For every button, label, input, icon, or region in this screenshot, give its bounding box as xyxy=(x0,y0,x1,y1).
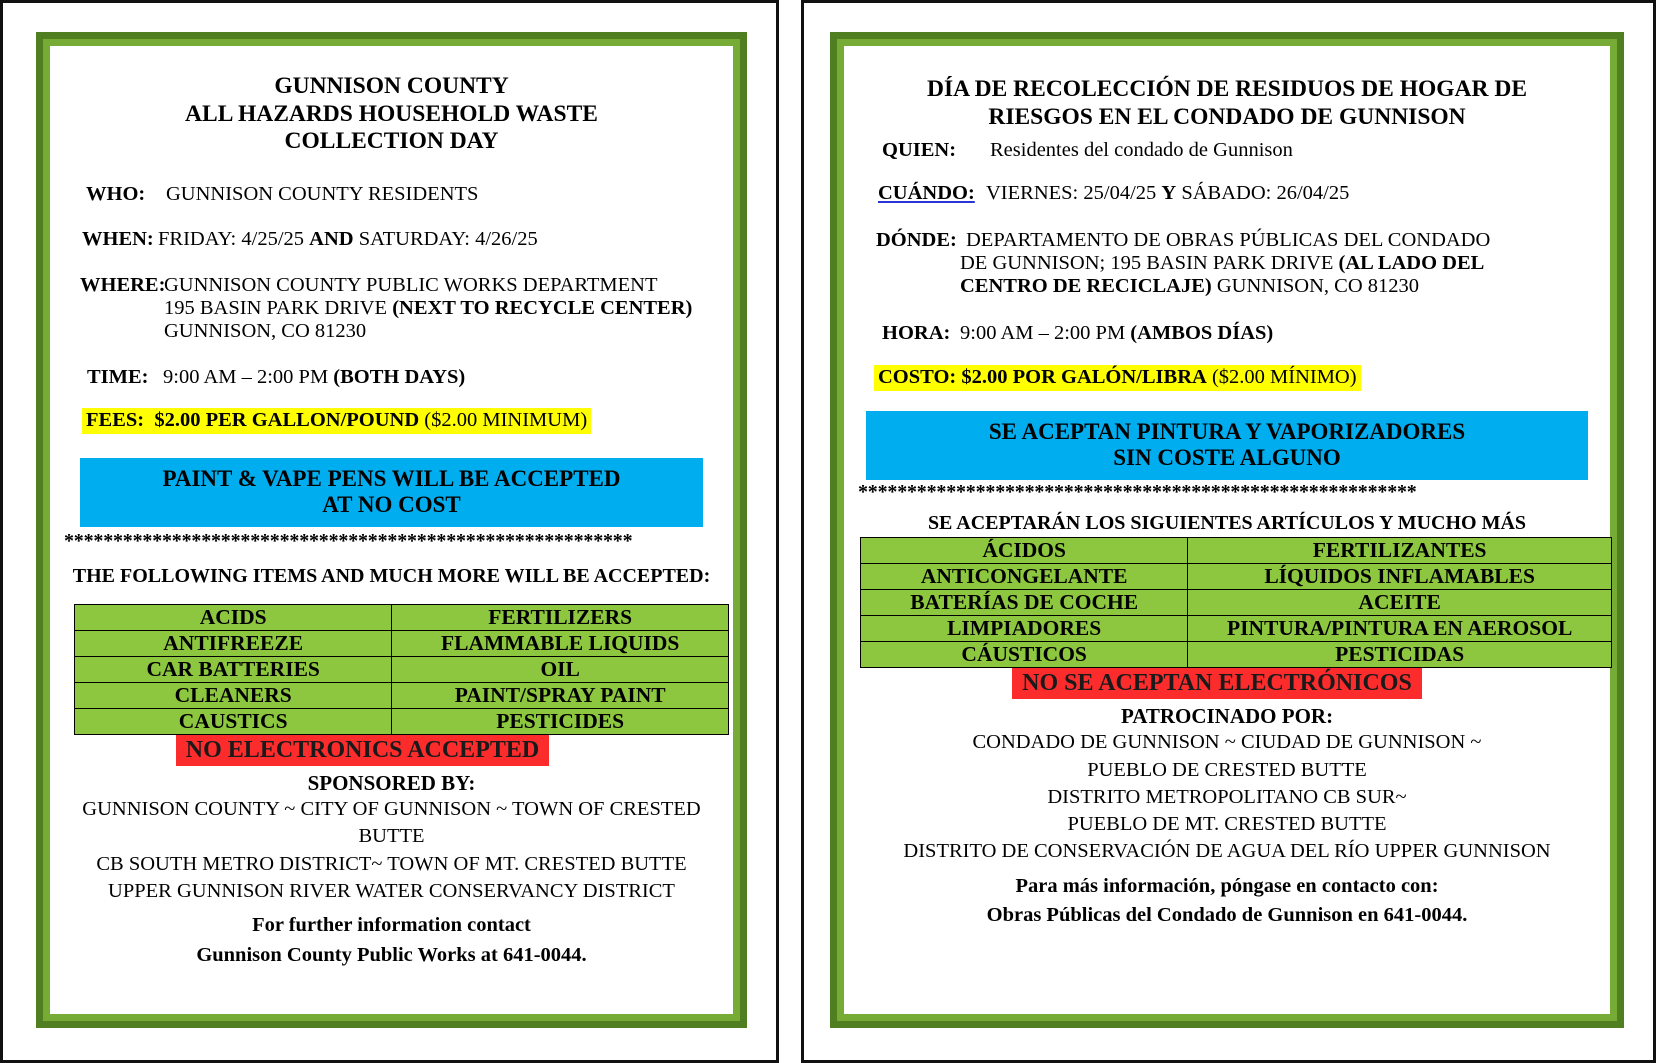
english-green-frame-outer xyxy=(36,32,747,1028)
english-fees-rest: ($2.00 MINIMUM) xyxy=(419,409,588,432)
spanish-banner-wrapper xyxy=(844,411,1610,480)
spanish-contact-line-1: Para más información, póngase en contacto con: xyxy=(1015,874,1439,897)
spanish-cuando-part1: VIERNES: 25/04/25 xyxy=(986,182,1162,205)
english-where-line-1: GUNNISON COUNTY PUBLIC WORKS DEPARTMENT xyxy=(164,274,658,297)
spanish-hora-value-pre: 9:00 AM – 2:00 PM xyxy=(960,322,1131,345)
spanish-sponsor-line: PUEBLO DE MT. CRESTED BUTTE xyxy=(1067,813,1387,836)
items-cell-right: OIL xyxy=(392,656,729,682)
english-where-label: WHERE: xyxy=(80,274,166,297)
english-where-line2-bold: (NEXT TO RECYCLE CENTER) xyxy=(392,297,693,320)
english-time-row xyxy=(87,366,733,389)
spanish-following-items-text: SE ACEPTARÁN LOS SIGUIENTES ARTÍCULOS Y MUCHO MÁS xyxy=(927,511,1527,534)
english-following-items-text: THE FOLLOWING ITEMS AND MUCH MORE WILL BE ACCEPTED: xyxy=(72,564,711,587)
english-sponsored-by-heading: SPONSORED BY: xyxy=(307,771,476,796)
spanish-content xyxy=(844,46,1610,1014)
english-time-value xyxy=(163,366,465,389)
english-when-label: WHEN: xyxy=(82,228,154,251)
spanish-quien-label: QUIEN: xyxy=(882,139,957,162)
spanish-cuando-part2: SÁBADO: 26/04/25 xyxy=(1176,182,1350,205)
english-where-block xyxy=(80,274,733,343)
english-sponsor-line: CB SOUTH METRO DISTRICT~ TOWN OF MT. CRESTED BUTTE xyxy=(96,852,687,875)
spanish-hora-row xyxy=(882,322,1610,345)
spanish-title xyxy=(866,76,1588,131)
spanish-no-electronics-wrapper xyxy=(844,668,1610,699)
items-cell-left: ACIDS xyxy=(75,604,392,630)
english-banner-line-1: PAINT & VAPE PENS WILL BE ACCEPTED xyxy=(162,466,621,492)
english-time-label: TIME: xyxy=(87,366,149,389)
english-star-divider: ********************************************************** xyxy=(64,530,633,551)
english-banner-line-2: AT NO COST xyxy=(322,491,461,517)
english-fees-bold: $2.00 PER GALLON/POUND xyxy=(154,409,420,432)
english-contact-line-1: For further information contact xyxy=(252,914,531,937)
items-cell-right: PINTURA/PINTURA EN AEROSOL xyxy=(1188,615,1612,641)
spanish-contact-block xyxy=(844,872,1610,931)
spanish-hora-label: HORA: xyxy=(882,322,951,345)
spanish-items-table-wrapper xyxy=(844,537,1610,668)
english-sponsors-list xyxy=(50,796,733,905)
english-when-row xyxy=(82,228,733,251)
table-row xyxy=(861,615,1612,641)
spanish-sponsor-line: PUEBLO DE CRESTED BUTTE xyxy=(1087,758,1367,781)
english-when-and: AND xyxy=(309,228,354,251)
english-where-line-2 xyxy=(164,297,733,320)
spanish-sponsor-line: CONDADO DE GUNNISON ~ CIUDAD DE GUNNISON ~ xyxy=(972,731,1482,754)
table-row xyxy=(75,708,729,734)
english-sponsor-line: GUNNISON COUNTY ~ CITY OF GUNNISON ~ TOWN OF CRESTED BUTTE xyxy=(82,798,701,848)
items-cell-left: CLEANERS xyxy=(75,682,392,708)
spanish-donde-line3-rest: GUNNISON, CO 81230 xyxy=(1211,275,1420,298)
english-no-electronics-wrapper xyxy=(50,735,733,766)
spanish-items-tbody xyxy=(861,537,1612,667)
english-who-value: GUNNISON COUNTY RESIDENTS xyxy=(166,183,479,206)
spanish-sponsors-list xyxy=(844,729,1610,865)
spanish-quien-value: Residentes del condado de Gunnison xyxy=(990,139,1293,162)
table-row xyxy=(861,563,1612,589)
items-cell-right: PESTICIDAS xyxy=(1188,641,1612,667)
spanish-donde-line2-pre: DE GUNNISON; 195 BASIN PARK DRIVE xyxy=(960,252,1339,275)
english-when-part1: FRIDAY: 4/25/25 xyxy=(158,228,310,251)
items-cell-left: ÁCIDOS xyxy=(861,537,1188,563)
spanish-donde-line-1: DEPARTAMENTO DE OBRAS PÚBLICAS DEL CONDADO xyxy=(966,229,1491,252)
english-items-tbody xyxy=(75,604,729,734)
spanish-donde-block xyxy=(876,229,1610,298)
spanish-green-frame-inner xyxy=(837,39,1617,1021)
items-cell-left: CAUSTICS xyxy=(75,708,392,734)
english-contact-block xyxy=(50,911,733,970)
spanish-title-line-2: RIESGOS EN EL CONDADO DE GUNNISON xyxy=(988,103,1466,130)
table-row xyxy=(75,656,729,682)
spanish-donde-line-3 xyxy=(960,275,1610,298)
items-cell-right: PESTICIDES xyxy=(392,708,729,734)
table-row xyxy=(75,604,729,630)
english-who-label: WHO: xyxy=(86,183,146,206)
spanish-donde-line3-bold: CENTRO DE RECICLAJE) xyxy=(960,275,1212,298)
spanish-cuando-value xyxy=(986,182,1349,205)
english-items-table-wrapper xyxy=(50,604,733,735)
english-banner-wrapper xyxy=(50,458,733,527)
spanish-no-electronics-banner: NO SE ACEPTAN ELECTRÓNICOS xyxy=(1012,668,1422,699)
english-when-part2: SATURDAY: 4/26/25 xyxy=(353,228,538,251)
spanish-sponsor-line: DISTRITO DE CONSERVACIÓN DE AGUA DEL RÍO UPPER GUNNISON xyxy=(903,840,1551,863)
english-fees-highlight xyxy=(82,408,591,434)
spanish-accepted-items-table xyxy=(860,537,1612,668)
spanish-donde-row xyxy=(876,229,1610,252)
spanish-sponsor-line: DISTRITO METROPOLITANO CB SUR~ xyxy=(1047,785,1407,808)
spanish-costo-bold: COSTO: $2.00 POR GALÓN/LIBRA xyxy=(878,366,1207,389)
spanish-banner-line-1: SE ACEPTAN PINTURA Y VAPORIZADORES xyxy=(988,419,1466,445)
table-row xyxy=(861,641,1612,667)
spanish-donde-line-2 xyxy=(960,252,1610,275)
spanish-costo-wrapper xyxy=(844,345,1610,391)
table-row xyxy=(75,630,729,656)
items-cell-right: LÍQUIDOS INFLAMABLES xyxy=(1188,563,1612,589)
items-cell-left: LIMPIADORES xyxy=(861,615,1188,641)
table-row xyxy=(75,682,729,708)
items-cell-right: FERTILIZERS xyxy=(392,604,729,630)
items-cell-right: PAINT/SPRAY PAINT xyxy=(392,682,729,708)
spanish-title-line-1: DÍA DE RECOLECCIÓN DE RESIDUOS DE HOGAR DE xyxy=(926,76,1527,102)
english-no-electronics-banner: NO ELECTRONICS ACCEPTED xyxy=(176,735,549,766)
english-where-line2-pre: 195 BASIN PARK DRIVE xyxy=(164,297,393,320)
spanish-banner-line-2: SIN COSTE ALGUNO xyxy=(1113,445,1341,471)
english-time-value-bold: (BOTH DAYS) xyxy=(333,366,466,389)
spanish-star-divider: ********************************************************* xyxy=(858,481,1417,502)
english-paint-vape-banner xyxy=(80,458,703,527)
english-who-row xyxy=(86,183,733,206)
items-cell-right: FERTILIZANTES xyxy=(1188,537,1612,563)
english-time-value-pre: 9:00 AM – 2:00 PM xyxy=(163,366,334,389)
english-title-line-1: GUNNISON COUNTY xyxy=(274,73,509,99)
spanish-flyer-page xyxy=(801,0,1656,1063)
items-cell-right: ACEITE xyxy=(1188,589,1612,615)
english-green-frame-inner xyxy=(43,39,740,1021)
spanish-donde-line2-bold: (AL LADO DEL xyxy=(1338,252,1485,275)
spanish-cuando-label: CUÁNDO: xyxy=(878,182,975,205)
english-when-value xyxy=(158,228,538,251)
spanish-costo-highlight xyxy=(874,365,1361,391)
spanish-quien-row xyxy=(882,139,1610,162)
english-title-line-2: ALL HAZARDS HOUSEHOLD WASTE xyxy=(185,100,598,127)
spanish-cuando-and: Y xyxy=(1161,182,1177,205)
spanish-sponsored-by-heading: PATROCINADO POR: xyxy=(1120,704,1334,729)
spanish-hora-value-bold: (AMBOS DÍAS) xyxy=(1130,322,1274,345)
english-content xyxy=(50,46,733,1014)
items-cell-left: CAR BATTERIES xyxy=(75,656,392,682)
table-row xyxy=(861,537,1612,563)
page-gap xyxy=(779,0,801,1063)
spanish-contact-line-2: Obras Públicas del Condado de Gunnison en 641-0044. xyxy=(986,904,1468,927)
english-where-row xyxy=(80,274,733,297)
spanish-hora-value xyxy=(960,322,1273,345)
english-title-line-3: COLLECTION DAY xyxy=(284,128,499,155)
english-fees-label: FEES: xyxy=(86,409,145,432)
spanish-cuando-row xyxy=(878,182,1610,205)
items-cell-right: FLAMMABLE LIQUIDS xyxy=(392,630,729,656)
english-fees-wrapper xyxy=(50,389,733,434)
items-cell-left: CÁUSTICOS xyxy=(861,641,1188,667)
english-title xyxy=(50,73,733,156)
spanish-green-frame-outer xyxy=(830,32,1624,1028)
items-cell-left: BATERÍAS DE COCHE xyxy=(861,589,1188,615)
english-contact-line-2: Gunnison County Public Works at 641-0044. xyxy=(196,943,587,966)
items-cell-left: ANTICONGELANTE xyxy=(861,563,1188,589)
english-accepted-items-table xyxy=(74,604,729,735)
items-cell-left: ANTIFREEZE xyxy=(75,630,392,656)
english-sponsor-line: UPPER GUNNISON RIVER WATER CONSERVANCY DISTRICT xyxy=(108,879,675,902)
english-where-line-3: GUNNISON, CO 81230 xyxy=(164,320,367,343)
spanish-pintura-banner xyxy=(866,411,1588,480)
spanish-costo-rest: ($2.00 MÍNIMO) xyxy=(1206,366,1357,389)
spanish-donde-label: DÓNDE: xyxy=(876,229,957,252)
table-row xyxy=(861,589,1612,615)
english-flyer-page xyxy=(0,0,779,1063)
